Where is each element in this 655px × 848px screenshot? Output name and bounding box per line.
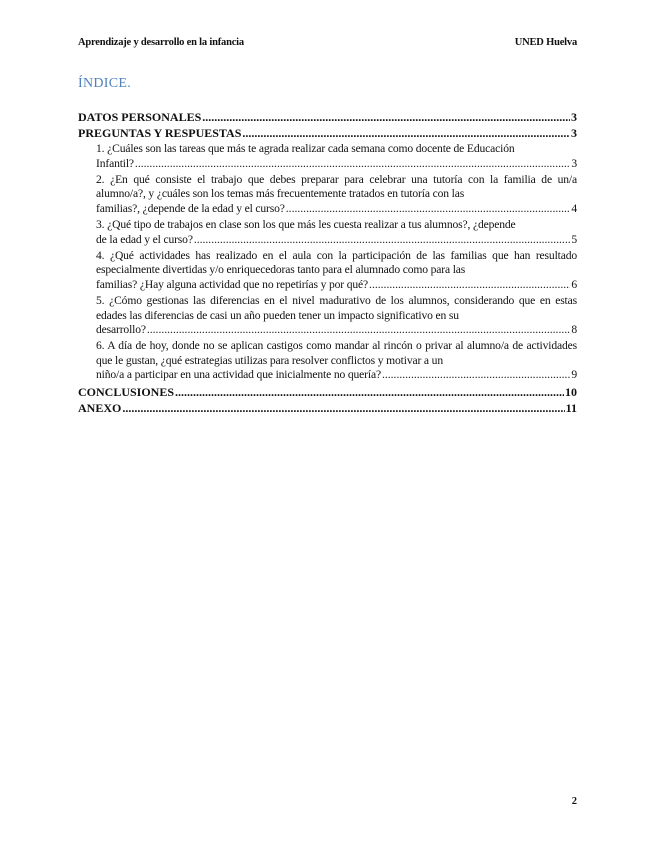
toc-entry-question-1[interactable] (78, 142, 577, 171)
toc-entry-page: 6 (571, 277, 577, 291)
toc-entry-text-end: familias? ¿Hay alguna actividad que no repetirías y por qué? (96, 277, 369, 291)
toc-entry-conclusiones[interactable] (78, 385, 577, 400)
toc-leader-dots (122, 401, 564, 416)
page-header (78, 37, 577, 51)
toc-entry-page: 3 (571, 156, 577, 170)
toc-entry-question-2[interactable] (78, 173, 577, 217)
toc-leader-dots (202, 110, 570, 125)
toc-leader-dots (194, 233, 571, 248)
toc-entry-text: 4. ¿Qué actividades has realizado en el aula con la participación de las familias que han resultado especialmente divertidas y/o enriquecedoras tanto para el alumnado como para las (96, 248, 577, 277)
toc-entry-page: 8 (571, 323, 577, 337)
table-of-contents (78, 110, 577, 417)
toc-entry-text-end: niño/a a participar en una actividad que inicialmente no quería? (96, 368, 381, 382)
toc-leader-dots (286, 202, 571, 217)
toc-entry-label: PREGUNTAS Y RESPUESTAS (78, 126, 242, 140)
toc-entry-text: 5. ¿Cómo gestionas las diferencias en el nivel madurativo de los alumnos, considerando que en estas edades las diferencias de casi un año pueden tener un impacto significativo en su (96, 293, 577, 322)
header-institution: UNED Huelva (514, 37, 577, 48)
toc-entry-text-end: desarrollo? (96, 323, 146, 337)
toc-entry-text-end: de la edad y el curso? (96, 232, 193, 246)
toc-entry-label: ANEXO (78, 400, 122, 415)
toc-entry-text: 1. ¿Cuáles son las tareas que más te agrada realizar cada semana como docente de Educación (96, 142, 515, 155)
toc-entry-page: 5 (571, 232, 577, 246)
toc-leader-dots (382, 368, 570, 383)
header-course-title: Aprendizaje y desarrollo en la infancia (78, 37, 244, 48)
toc-leader-dots (369, 278, 570, 293)
toc-entry-page: 10 (565, 384, 577, 399)
toc-entry-text: 2. ¿En qué consiste el trabajo que debes preparar para celebrar una tutoría con la familia de un/a alumno/a?, y ¿cuáles son los temas más frecuentemente tratados en tutoría con las (96, 172, 577, 201)
toc-leader-dots (147, 323, 570, 338)
page-number: 2 (571, 796, 577, 807)
toc-entry-label: DATOS PERSONALES (78, 110, 202, 124)
toc-leader-dots (135, 157, 570, 172)
toc-entry-label: CONCLUSIONES (78, 384, 175, 399)
toc-entry-text-end: Infantil? (96, 156, 134, 170)
toc-title: ÍNDICE. (78, 76, 132, 91)
toc-entry-datos-personales[interactable] (78, 110, 577, 125)
toc-leader-dots (242, 126, 570, 141)
toc-entry-text-end: familias?, ¿depende de la edad y el curso? (96, 201, 285, 215)
toc-entry-page: 11 (565, 400, 577, 415)
toc-entry-question-5[interactable] (78, 294, 577, 338)
toc-entry-text: 6. A día de hoy, donde no se aplican castigos como mandar al rincón o privar al alumno/a de actividades que le gustan, ¿qué estrategias utilizas para resolver conflictos y motivar a un (96, 339, 577, 367)
toc-entry-page: 3 (571, 110, 577, 124)
toc-entry-text: 3. ¿Qué tipo de trabajos en clase son los que más les cuesta realizar a tus alumnos?, ¿depende (96, 217, 516, 231)
toc-entry-question-6[interactable] (78, 339, 577, 383)
toc-leader-dots (175, 385, 564, 400)
toc-entry-question-4[interactable] (78, 249, 577, 293)
toc-entry-preguntas-respuestas[interactable] (78, 126, 577, 141)
toc-entry-page: 4 (571, 201, 577, 215)
toc-entry-question-3[interactable] (78, 218, 577, 247)
toc-entry-page: 9 (571, 368, 577, 382)
toc-entry-anexo[interactable] (78, 401, 577, 416)
toc-entry-page: 3 (571, 126, 577, 140)
